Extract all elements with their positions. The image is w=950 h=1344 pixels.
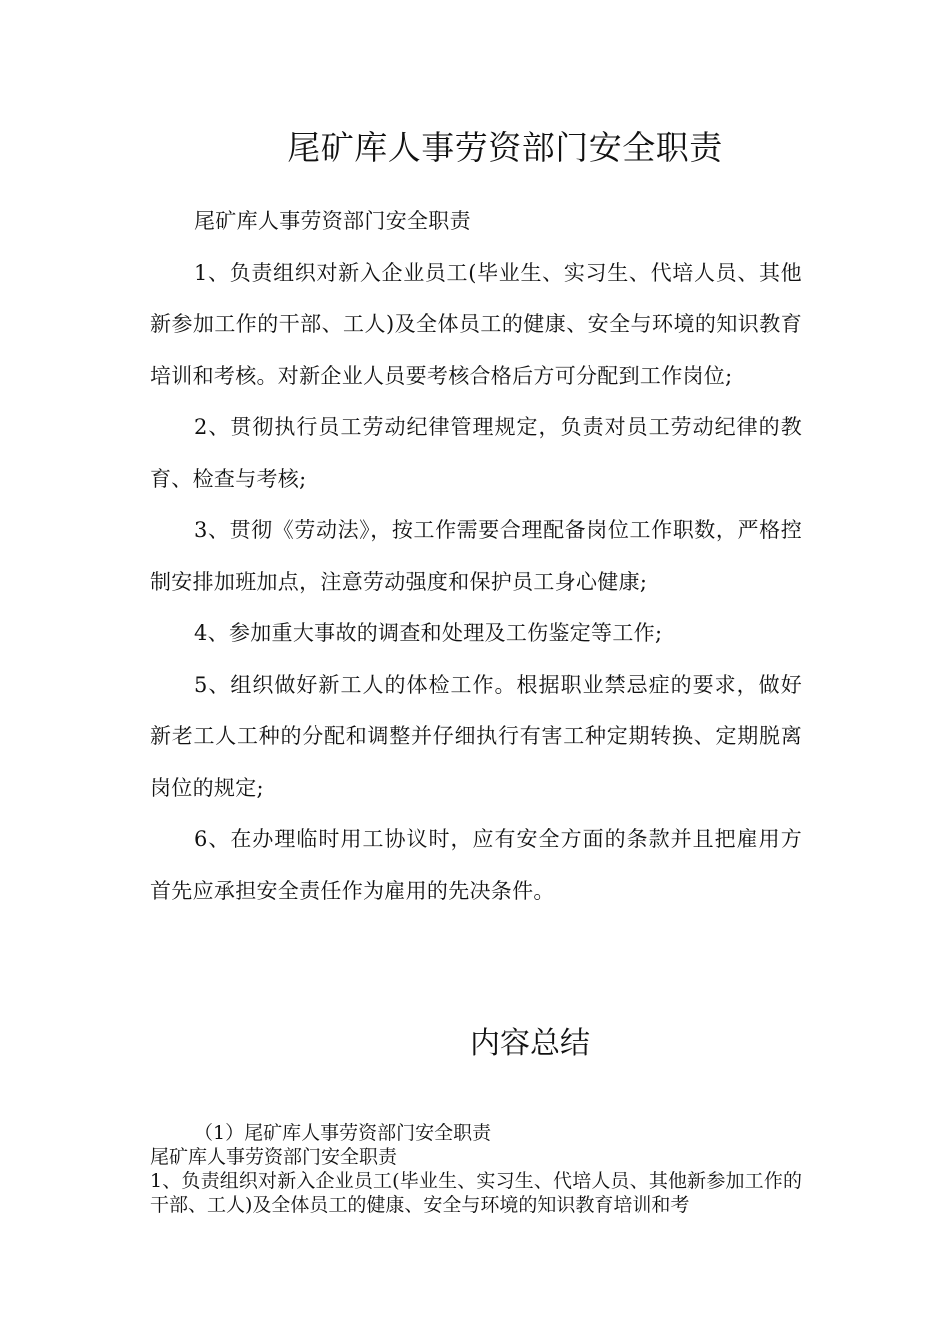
body-paragraph-3: 3、贯彻《劳动法》，按工作需要合理配备岗位工作职数，严格控制安排加班加点，注意劳动强度和保护员工身心健康; <box>150 518 802 594</box>
summary-line-2: 1、负责组织对新入企业员工(毕业生、实习生、代培人员、其他新参加工作的干部、工人)及全体员工的健康、安全与环境的知识教育培训和考 <box>150 1170 802 1216</box>
body-paragraph-heading: 尾矿库人事劳资部门安全职责 <box>194 209 471 233</box>
body-paragraph-2: 2、贯彻执行员工劳动纪律管理规定，负责对员工劳动纪律的教育、检查与考核; <box>150 415 802 491</box>
document-title: 尾矿库人事劳资部门安全职责 <box>287 128 723 167</box>
summary-title: 内容总结 <box>470 1026 590 1061</box>
body-paragraph-1: 1、负责组织对新入企业员工(毕业生、实习生、代培人员、其他新参加工作的干部、工人)及全体员工的健康、安全与环境的知识教育培训和考核。对新企业人员要考核合格后方可分配到工作岗位; <box>150 260 802 388</box>
body-paragraph-6: 6、在办理临时用工协议时，应有安全方面的条款并且把雇用方首先应承担安全责任作为雇用的先决条件。 <box>150 827 802 903</box>
summary-section <box>150 1121 802 1217</box>
body-paragraph-5: 5、组织做好新工人的体检工作。根据职业禁忌症的要求，做好新老工人工种的分配和调整并仔细执行有害工种定期转换、定期脱离岗位的规定; <box>150 672 802 800</box>
document-body <box>150 196 802 917</box>
summary-item-head: （1）尾矿库人事劳资部门安全职责 <box>194 1122 492 1144</box>
summary-line-1: 尾矿库人事劳资部门安全职责 <box>150 1146 398 1168</box>
body-paragraph-4: 4、参加重大事故的调查和处理及工伤鉴定等工作; <box>194 621 663 645</box>
